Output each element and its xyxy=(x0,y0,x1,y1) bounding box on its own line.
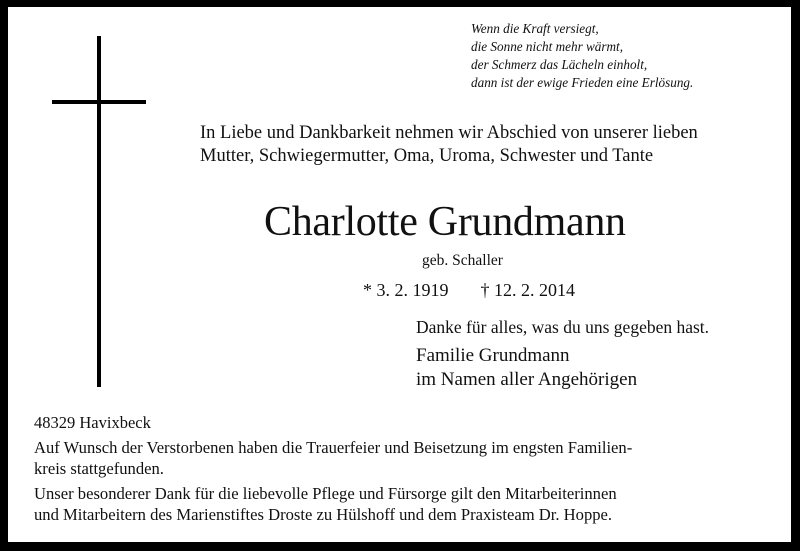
gratitude-notice-line: und Mitarbeitern des Marienstiftes Droste zu Hülshoff und dem Praxisteam Dr. Hoppe. xyxy=(34,505,613,524)
cross-horizontal-bar xyxy=(52,100,146,104)
intro-text xyxy=(200,122,698,168)
signature-line: Familie Grundmann xyxy=(416,345,570,366)
poem xyxy=(471,20,693,92)
poem-line: dann ist der ewige Frieden eine Erlösung. xyxy=(471,75,694,90)
poem-line: Wenn die Kraft versiegt, xyxy=(471,21,599,36)
maiden-name: geb. Schaller xyxy=(422,252,503,269)
signature-line: im Namen aller Angehörigen xyxy=(416,369,638,390)
poem-line: die Sonne nicht mehr wärmt, xyxy=(471,39,624,54)
poem-line: der Schmerz das Lächeln einholt, xyxy=(471,57,648,72)
intro-line: In Liebe und Dankbarkeit nehmen wir Abschied von unserer lieben xyxy=(200,123,698,143)
death-date: † 12. 2. 2014 xyxy=(480,280,575,300)
signature xyxy=(416,344,637,392)
funeral-notice xyxy=(34,437,632,479)
gratitude-notice-line: Unser besonderer Dank für die liebevolle Pflege und Fürsorge gilt den Mitarbeiterinnen xyxy=(34,484,617,503)
intro-line: Mutter, Schwiegermutter, Oma, Uroma, Schwester und Tante xyxy=(200,146,654,166)
cross-vertical-bar xyxy=(97,36,101,387)
location: 48329 Havixbeck xyxy=(34,413,151,432)
birth-date: * 3. 2. 1919 xyxy=(363,280,449,300)
gratitude-notice xyxy=(34,483,617,525)
deceased-name: Charlotte Grundmann xyxy=(264,199,626,245)
thanks-line: Danke für alles, was du uns gegeben hast. xyxy=(416,317,710,337)
funeral-notice-line: kreis stattgefunden. xyxy=(34,459,164,478)
life-dates xyxy=(363,278,575,302)
funeral-notice-line: Auf Wunsch der Verstorbenen haben die Trauerfeier und Beisetzung im engsten Familien- xyxy=(34,438,633,457)
obituary-notice xyxy=(8,7,791,542)
